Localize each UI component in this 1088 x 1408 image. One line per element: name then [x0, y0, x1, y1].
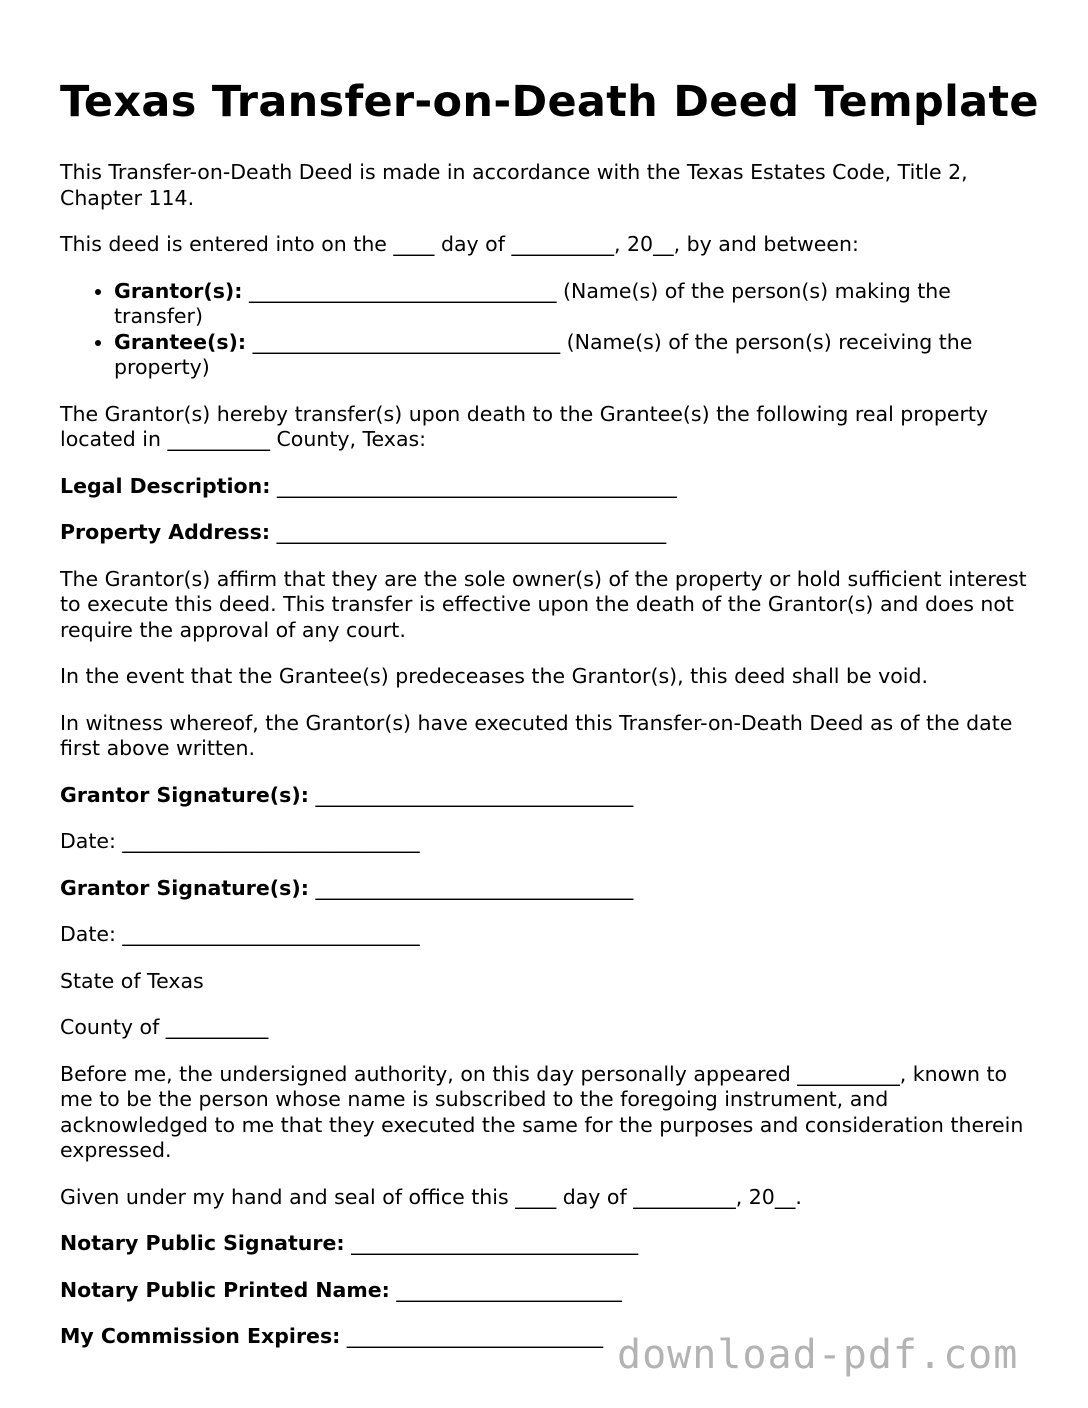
grantor-blank: ______________________________ (Name(s) of the person(s) making the transfer)	[114, 278, 951, 328]
legal-description-line	[60, 474, 1040, 500]
property-address-label: Property Address:	[60, 520, 271, 544]
notary-signature-line	[60, 1231, 1040, 1257]
property-address-blank: ______________________________________	[270, 520, 667, 544]
grantor-signature-label-2: Grantor Signature(s):	[60, 875, 309, 900]
given-paragraph: Given under my hand and seal of office this ____ day of __________, 20__.	[60, 1184, 802, 1209]
parties-list	[60, 279, 1040, 381]
grantor-signature-label-1: Grantor Signature(s):	[60, 782, 309, 807]
before-me-paragraph: Before me, the undersigned authority, on this day personally appeared __________, known to me to be the person whose name is subscribed to the foregoing instrument, and acknowledged to me that they executed the same for the purposes and consideration therein expressed.	[60, 1061, 1024, 1162]
entered-paragraph: This deed is entered into on the ____ day of __________, 20__, by and between:	[60, 232, 859, 256]
grantor-signature-line-1	[60, 783, 1040, 809]
notary-signature-blank: ____________________________	[344, 1231, 639, 1255]
witness-paragraph: In witness whereof, the Grantor(s) have executed this Transfer-on-Death Deed as of the date first above written.	[60, 710, 1013, 760]
property-address-line	[60, 520, 1040, 546]
affirm-paragraph: The Grantor(s) affirm that they are the sole owner(s) of the property or hold sufficient interest to execute this deed. This transfer is effective upon the death of the Grantor(s) and does not require the approval of any court.	[60, 566, 1027, 642]
notary-signature-label: Notary Public Signature:	[60, 1231, 345, 1255]
grantor-signature-blank-1: _______________________________	[308, 782, 634, 807]
void-paragraph: In the event that the Grantee(s) predeceases the Grantor(s), this deed shall be void.	[60, 664, 929, 688]
legal-description-label: Legal Description:	[60, 473, 271, 498]
county-line: County of __________	[60, 1015, 269, 1039]
legal-description-blank: _______________________________________	[270, 473, 677, 498]
date-line-1: Date: _____________________________	[60, 829, 420, 853]
intro-paragraph: This Transfer-on-Death Deed is made in accordance with the Texas Estates Code, Title 2, Chapter 114.	[60, 160, 968, 210]
document-page	[60, 74, 1040, 1371]
date-line-2: Date: _____________________________	[60, 922, 420, 946]
grantee-label: Grantee(s):	[114, 329, 247, 354]
commission-blank: _________________________	[340, 1324, 604, 1348]
grantor-signature-line-2	[60, 876, 1040, 902]
notary-name-label: Notary Public Printed Name:	[60, 1277, 390, 1302]
state-line: State of Texas	[60, 968, 204, 993]
list-item-grantor	[114, 279, 1040, 330]
notary-name-line	[60, 1278, 1040, 1304]
grantor-signature-blank-2: _______________________________	[308, 875, 634, 900]
transfer-paragraph: The Grantor(s) hereby transfer(s) upon death to the Grantee(s) the following real property located in __________ County, Texas:	[60, 401, 989, 451]
commission-label: My Commission Expires:	[60, 1324, 341, 1348]
grantor-label: Grantor(s):	[114, 278, 243, 303]
notary-name-blank: ______________________	[389, 1277, 622, 1302]
watermark: download-pdf.com	[617, 1332, 1019, 1378]
list-item-grantee	[114, 330, 1040, 381]
grantee-blank: ______________________________ (Name(s) of the person(s) receiving the property)	[114, 329, 973, 379]
page-title: Texas Transfer-on-Death Deed Template	[60, 77, 1039, 127]
